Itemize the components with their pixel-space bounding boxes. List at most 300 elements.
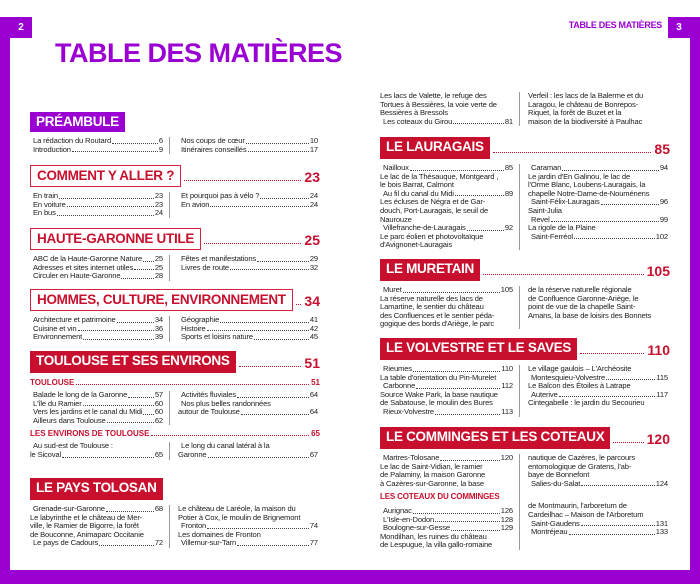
entry-label: Le pays de Cadours <box>33 538 99 548</box>
dot-leader <box>467 230 504 231</box>
toc-columns <box>30 137 320 154</box>
section-title[interactable]: LE PAYS TOLOSAN <box>30 478 163 500</box>
toc-entry[interactable] <box>178 408 318 417</box>
dot-leader <box>143 414 153 415</box>
dot-leader <box>246 143 309 144</box>
entry-description: Le lac de la Thésauque, Montgeard , <box>380 171 499 181</box>
toc-entry[interactable] <box>178 539 318 548</box>
dot-leader <box>237 397 309 398</box>
dot-leader <box>112 143 158 144</box>
toc-column <box>170 316 318 342</box>
dot-leader <box>184 180 301 181</box>
dot-leader <box>440 460 500 461</box>
entry-description: Bessières à Bressols <box>380 108 448 118</box>
dot-leader <box>239 366 302 367</box>
entry-description: de Sabatouse, le moulin des Bures <box>380 398 493 408</box>
entry-label: Activités fluviales <box>181 390 236 399</box>
toc-columns <box>380 454 670 550</box>
entry-description: La réserve naturelle des lacs de <box>380 293 483 303</box>
toc-column <box>520 164 668 250</box>
entry-description: maison de la biodiversité à Paulhac <box>528 116 643 126</box>
dot-leader <box>76 384 309 385</box>
dot-leader <box>413 371 500 372</box>
entry-description: Riquet, la forêt de Buzet et la <box>528 108 622 118</box>
entry-description: Cardeilhac – Maison de l'Arboretum <box>528 509 644 519</box>
entry-page: 36 <box>154 323 163 333</box>
entry-description: point de vue de la chapelle Saint- <box>528 302 636 312</box>
dot-leader <box>107 422 154 423</box>
dot-leader <box>62 457 154 458</box>
section-page: 110 <box>647 342 670 358</box>
toc-column <box>170 137 318 154</box>
toc-column <box>30 442 170 459</box>
spacer <box>528 488 668 502</box>
entry-page: 9 <box>158 144 163 154</box>
entry-label: Nailloux <box>383 163 409 172</box>
dot-leader <box>581 485 655 486</box>
entry-description: Verfeil : les lacs de la Balerme et du <box>528 91 644 100</box>
entry-page: 64 <box>309 407 318 417</box>
entry-page: 126 <box>500 505 513 515</box>
entry-description: de la réserve naturelle régionale <box>528 285 632 294</box>
entry-label: Vers les jardins et le canal du Midi <box>33 407 143 417</box>
dot-leader <box>613 442 643 443</box>
section-header[interactable] <box>30 351 320 373</box>
entry-description: l'Orme Blanc, Loubens-Lauragais, la <box>528 180 646 190</box>
toc-section <box>30 351 320 464</box>
section-title[interactable]: LE MURETAIN <box>380 259 480 281</box>
toc-section <box>380 427 670 550</box>
dot-leader <box>581 525 655 526</box>
toc-entry[interactable] <box>380 408 513 417</box>
entry-label: Ailleurs dans Toulouse <box>33 415 106 425</box>
entry-label: En voiture <box>33 199 66 209</box>
entry-page: 60 <box>154 398 163 408</box>
entry-label: Nos coups de cœur <box>181 136 245 145</box>
entry-label: Montréjeau <box>531 527 568 537</box>
entry-label: Géographie <box>181 315 220 324</box>
entry-label: Garonne <box>178 449 207 459</box>
right-page-edge <box>690 17 700 584</box>
entry-label: Grenade-sur-Garonne <box>33 504 105 513</box>
entry-page: 77 <box>309 538 318 548</box>
entry-page: 32 <box>309 262 318 272</box>
dot-leader <box>99 545 154 546</box>
entry-description: des Confluences et le sentier péda- <box>380 310 495 320</box>
subsection-heading[interactable] <box>30 429 320 438</box>
entry-label: Saint-Félix-Lauragais <box>531 197 600 207</box>
dot-leader <box>83 339 154 340</box>
dot-leader <box>296 304 302 305</box>
left-page-edge <box>0 17 10 584</box>
section-page: 51 <box>304 355 320 371</box>
entry-page: 23 <box>154 191 163 200</box>
subsection-title: TOULOUSE <box>30 378 75 387</box>
toc-entry[interactable] <box>30 146 163 155</box>
toc-entry[interactable] <box>30 451 163 460</box>
section-title[interactable]: HAUTE-GARONNE UTILE <box>30 228 201 250</box>
subsection-page: 65 <box>311 429 320 439</box>
entry-label: Villefranche-de-Lauragais <box>383 223 466 233</box>
entry-label: Revel <box>531 214 550 224</box>
section-header[interactable] <box>380 338 670 360</box>
entry-description: Le parc éolien et photovoltaïque <box>380 231 484 241</box>
toc-column <box>30 137 170 154</box>
entry-label: Histoire <box>181 323 206 333</box>
toc-columns <box>380 92 670 126</box>
toc-section <box>30 478 320 548</box>
dot-leader <box>83 405 154 406</box>
toc-column <box>170 255 318 281</box>
toc-columns <box>30 316 320 342</box>
toc-entry[interactable] <box>30 333 163 342</box>
toc-entry[interactable] <box>30 209 163 218</box>
toc-entry[interactable] <box>528 480 668 489</box>
entry-description: Les lacs de Valette, le refuge des <box>380 91 487 100</box>
dot-leader <box>257 261 309 262</box>
toc-columns <box>30 442 320 459</box>
section-page: 25 <box>304 232 320 248</box>
entry-page: 89 <box>504 188 513 198</box>
toc-column <box>30 255 170 281</box>
section-title[interactable]: PRÉAMBULE <box>30 112 125 132</box>
entry-description: Les domaines de Fronton <box>178 529 261 539</box>
entry-page: 131 <box>655 518 668 528</box>
entry-description: Le labyrinthe et le château de Mer- <box>30 512 143 522</box>
entry-description: Le jardin d'En Galinou, le lac de <box>528 171 631 181</box>
entry-page: 99 <box>659 214 668 224</box>
toc-column <box>170 505 318 548</box>
toc-column <box>380 164 520 250</box>
entry-page: 24 <box>309 199 318 209</box>
entry-page: 96 <box>659 197 668 207</box>
dot-leader <box>208 457 309 458</box>
toc-column <box>380 92 520 126</box>
entry-page: 41 <box>309 315 318 324</box>
entry-label: le Sicoval <box>30 449 61 459</box>
entry-description: La table d'orientation du Pin-Murelet <box>380 372 497 382</box>
section-header[interactable] <box>380 259 670 281</box>
section-title[interactable]: COMMENT Y ALLER ? <box>30 165 181 187</box>
entry-label: ABC de la Haute-Garonne Nature <box>33 254 143 263</box>
entry-label: En avion <box>181 199 210 209</box>
entry-page: 60 <box>154 407 163 417</box>
bottom-band <box>0 570 700 584</box>
entry-page: 42 <box>309 323 318 333</box>
section-page: 120 <box>646 431 670 447</box>
entry-label: En bus <box>33 208 56 218</box>
dot-leader <box>210 206 308 207</box>
entry-description: Le Balcon des Étoiles à Latrape <box>528 381 631 391</box>
entry-label: L'île du Ramier <box>33 398 82 408</box>
dot-leader <box>601 204 659 205</box>
entry-page: 117 <box>656 389 668 399</box>
entry-label: Rieux-Volvestre <box>383 406 434 416</box>
entry-description: Potier à Cox, le moulin de Brignemont <box>178 512 301 522</box>
toc-column <box>380 454 520 550</box>
entry-page: 124 <box>655 478 668 488</box>
entry-page: 25 <box>154 262 163 272</box>
entry-label: Fêtes et manifestations <box>181 254 257 263</box>
dot-leader <box>241 414 309 415</box>
entry-label: Itinéraires conseillés <box>181 144 247 154</box>
dot-leader <box>78 330 154 331</box>
toc-column <box>30 391 170 425</box>
entry-label: La rédaction du Routard <box>33 136 112 145</box>
dot-leader <box>230 269 309 270</box>
entry-page: 133 <box>655 527 668 537</box>
entry-description: de Montmaurin, l'arboretum de <box>528 501 627 511</box>
section-header[interactable] <box>380 427 670 449</box>
dot-leader <box>260 198 309 199</box>
section-header[interactable] <box>30 228 320 250</box>
dot-leader <box>67 206 154 207</box>
toc-section <box>380 338 670 417</box>
toc-section <box>30 289 320 342</box>
dot-leader <box>128 397 154 398</box>
entry-page: 81 <box>504 116 513 126</box>
toc-section <box>380 259 670 329</box>
entry-description: à Cazères-sur-Garonne, la base <box>380 478 484 488</box>
dot-leader <box>580 353 644 354</box>
entry-page: 34 <box>154 315 163 324</box>
toc-entry[interactable] <box>380 118 513 127</box>
page-number-right: 3 <box>668 17 690 38</box>
toc-entry[interactable] <box>30 272 163 281</box>
entry-description: Les écluses de Négra et de Gar- <box>380 197 486 207</box>
dot-leader <box>207 528 309 529</box>
section-title[interactable]: TOULOUSE ET SES ENVIRONS <box>30 351 236 373</box>
entry-label: Rieumes <box>383 364 412 373</box>
entry-page: 128 <box>500 514 513 524</box>
dot-leader <box>413 513 500 514</box>
entry-page: 113 <box>501 406 513 416</box>
entry-label: Martres-Tolosane <box>383 453 440 462</box>
toc-column <box>520 286 668 329</box>
entry-description: de Bouconne, Animaparc Occitanie <box>30 529 144 539</box>
toc-section <box>380 92 670 126</box>
entry-description: ville, le Ramier de Bigorre, la forêt <box>30 521 139 531</box>
entry-label: Au fil du canal du Midi <box>383 188 454 198</box>
toc-column <box>170 391 318 425</box>
toc-entry[interactable] <box>178 451 318 460</box>
entry-page: 72 <box>154 538 163 548</box>
dot-leader <box>143 261 154 262</box>
entry-label: Boulogne-sur-Gesse <box>383 523 450 533</box>
entry-page: 39 <box>154 332 163 342</box>
entry-page: 74 <box>309 521 318 531</box>
entry-description: Saint-Julia <box>528 205 562 215</box>
entry-page: 115 <box>656 372 668 382</box>
entry-page: 28 <box>154 271 163 281</box>
dot-leader <box>451 530 500 531</box>
section-page: 85 <box>654 141 670 157</box>
dot-leader <box>237 545 309 546</box>
entry-page: 45 <box>309 332 318 342</box>
entry-page: 105 <box>500 285 513 294</box>
entry-page: 85 <box>504 163 513 172</box>
section-page: 34 <box>304 293 320 309</box>
section-title[interactable]: LE VOLVESTRE ET LE SAVES <box>380 338 577 360</box>
section-header[interactable] <box>30 478 320 500</box>
toc-column <box>30 316 170 342</box>
running-head: TABLE DES MATIÈRES <box>568 20 662 30</box>
toc-columns <box>30 192 320 218</box>
toc-column <box>380 286 520 329</box>
toc-entry[interactable] <box>178 333 318 342</box>
subsection-heading[interactable] <box>380 493 513 502</box>
toc-column <box>170 192 318 218</box>
dot-leader <box>134 269 154 270</box>
dot-leader <box>72 151 158 152</box>
toc-columns <box>30 505 320 548</box>
entry-page: 17 <box>309 144 318 154</box>
entry-page: 112 <box>501 381 513 391</box>
dot-leader <box>455 195 504 196</box>
entry-description: de Palaminy, la maison Garonne <box>380 470 486 480</box>
entry-page: 92 <box>504 223 513 233</box>
entry-page: 23 <box>154 199 163 209</box>
dot-leader <box>562 170 659 171</box>
entry-page: 65 <box>154 449 163 459</box>
section-title[interactable]: LE COMMINGES ET LES COTEAUX <box>380 427 610 449</box>
dot-leader <box>207 330 309 331</box>
entry-label: Les coteaux du Girou <box>383 116 453 126</box>
section-header[interactable] <box>380 137 670 159</box>
dot-leader <box>117 322 154 323</box>
toc-columns <box>30 255 320 281</box>
entry-label: Fronton <box>181 521 207 531</box>
entry-page: 57 <box>154 390 163 399</box>
entry-label: Muret <box>383 285 402 294</box>
entry-description: Naurouze <box>380 214 412 224</box>
entry-page: 68 <box>154 504 163 513</box>
entry-description: d'Avignonet-Lauragais <box>380 240 453 250</box>
toc-columns <box>380 164 670 250</box>
toc-entry[interactable] <box>178 264 318 273</box>
subsection-title: LES COTEAUX DU COMMINGES <box>380 492 500 502</box>
entry-description: douch, Port-Lauragais, le seuil de <box>380 205 489 215</box>
entry-description: Le château de Laréole, la maison du <box>178 504 296 513</box>
dot-leader <box>493 152 652 153</box>
dot-leader <box>410 170 504 171</box>
entry-description: La rigole de la Plaine <box>528 223 596 233</box>
toc-column <box>380 365 520 417</box>
subsection-title: LES ENVIRONS DE TOULOUSE <box>30 429 150 439</box>
entry-description: le bois Barrat, Calmont <box>380 180 454 190</box>
toc-columns <box>380 286 670 329</box>
dot-leader <box>483 274 644 275</box>
section-title[interactable]: HOMMES, CULTURE, ENVIRONNEMENT <box>30 289 293 311</box>
dot-leader <box>416 388 500 389</box>
entry-page: 64 <box>309 390 318 399</box>
dot-leader <box>151 435 309 436</box>
entry-label: Auterive <box>531 389 558 399</box>
dot-leader <box>59 198 154 199</box>
entry-page: 25 <box>154 254 163 263</box>
entry-description: nautique de Cazères, le parcours <box>528 453 636 462</box>
page-title: TABLE DES MATIÈRES <box>55 38 343 68</box>
entry-label: Circuler en Haute-Garonne <box>33 271 121 281</box>
dot-leader <box>248 151 309 152</box>
toc-column <box>30 505 170 548</box>
section-header[interactable] <box>30 110 320 132</box>
entry-label: En train <box>33 191 58 200</box>
entry-description: baye de Bonnefont <box>528 470 590 480</box>
entry-label: Architecture et patrimoine <box>33 315 116 324</box>
entry-label: Cuisine et vin <box>33 323 77 333</box>
entry-page: 29 <box>309 254 318 263</box>
toc-entry[interactable] <box>30 539 163 548</box>
toc-column <box>170 442 318 459</box>
entry-label: Aurignac <box>383 505 412 515</box>
toc-entry[interactable] <box>178 146 318 155</box>
dot-leader <box>254 339 309 340</box>
subsection-heading[interactable] <box>30 378 320 387</box>
section-title[interactable]: LE LAURAGAIS <box>380 137 490 159</box>
toc-column <box>520 92 668 126</box>
entry-page: 24 <box>154 208 163 218</box>
section-header[interactable] <box>30 165 320 187</box>
dot-leader <box>574 238 655 239</box>
entry-label: Environnement <box>33 332 83 342</box>
toc-entry[interactable] <box>178 201 318 210</box>
entry-label: Caraman <box>531 163 562 172</box>
dot-leader <box>435 521 500 522</box>
toc-entry[interactable] <box>528 233 668 242</box>
entry-label: L'Isle-en-Dodon <box>383 514 435 524</box>
entry-label: autour de Toulouse <box>178 407 240 417</box>
entry-label: Sports et loisirs nature <box>181 332 253 342</box>
toc-column <box>520 365 668 417</box>
entry-label: Salies-du-Salat <box>531 478 581 488</box>
toc-entry[interactable] <box>528 528 668 537</box>
entry-page: 120 <box>500 453 513 462</box>
toc-entry[interactable] <box>30 417 163 426</box>
toc-column <box>30 192 170 218</box>
entry-description: Lamartine, le sentier du château <box>380 302 484 312</box>
section-header[interactable] <box>30 289 320 311</box>
entry-page: 10 <box>309 136 318 145</box>
entry-description: gogique des bords d'Ariège, le parc <box>380 319 494 329</box>
entry-label: Carbonne <box>383 381 416 391</box>
entry-description: Laragou, le château de Bonrepos- <box>528 99 639 109</box>
entry-page: 102 <box>655 231 668 241</box>
entry-label: Et pourquoi pas à vélo ? <box>181 191 260 200</box>
entry-description: chapelle Notre-Dame-de-Nouménens <box>528 188 650 198</box>
entry-label: Le long du canal latéral à la <box>181 441 270 451</box>
toc-section <box>30 110 320 154</box>
section-page: 105 <box>646 263 670 279</box>
toc-section <box>30 165 320 218</box>
dot-leader <box>403 292 500 293</box>
toc-section <box>30 228 320 281</box>
entry-label: Au sud-est de Toulouse : <box>33 441 113 451</box>
dot-leader <box>121 278 153 279</box>
toc-columns <box>380 365 670 417</box>
dot-leader <box>559 396 656 397</box>
entry-description: Amans, la base de loisirs des Bonnets <box>528 310 652 320</box>
entry-description: Le village gaulois – L'Archéosite <box>528 364 632 373</box>
entry-page: 94 <box>659 163 668 172</box>
subsection-page: 51 <box>311 378 320 387</box>
entry-page: 129 <box>500 523 513 533</box>
entry-label: Nos plus belles randonnées <box>181 398 271 408</box>
entry-page: 67 <box>309 449 318 459</box>
toc-columns <box>30 391 320 425</box>
entry-label: Introduction <box>33 144 71 154</box>
dot-leader <box>57 215 154 216</box>
